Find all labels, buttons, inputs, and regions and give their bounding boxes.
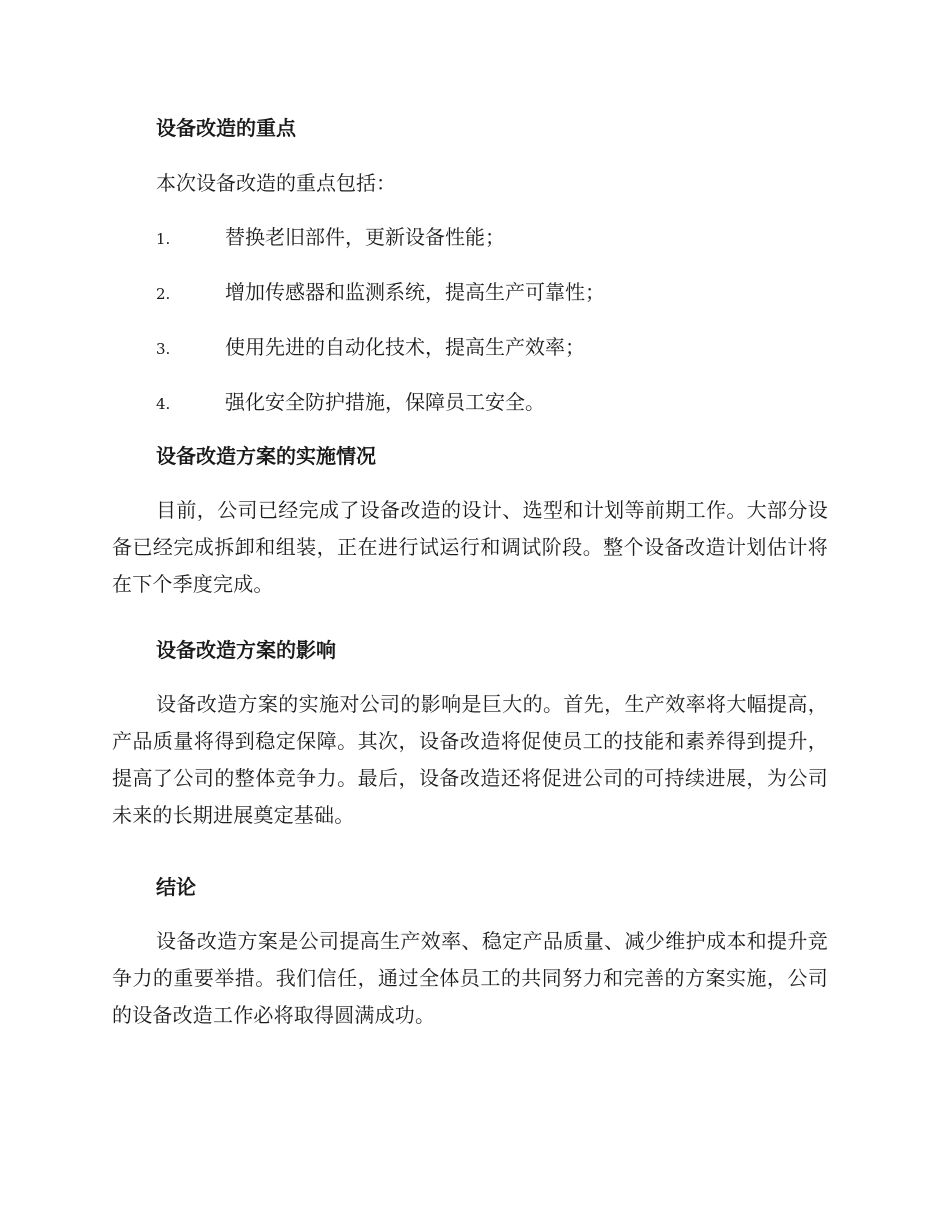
list-text: 使用先进的自动化技术，提高生产效率； <box>225 335 585 359</box>
section-heading-focus: 设备改造的重点 <box>156 116 296 140</box>
section-heading-conclusion: 结论 <box>156 875 196 899</box>
list-number: 1. <box>156 230 171 248</box>
list-number: 2. <box>156 285 171 303</box>
conclusion-paragraph: 设备改造方案是公司提高生产效率、稳定产品质量、减少维护成本和提升竞争力的重要举措。我们信任，通过全体员工的共同努力和完善的方案实施，公司的设备改造工作必将取得圆满成功。 <box>112 929 828 1027</box>
list-text: 强化安全防护措施，保障员工安全。 <box>225 390 545 414</box>
list-text: 增加传感器和监测系统，提高生产可靠性； <box>225 280 605 304</box>
focus-intro: 本次设备改造的重点包括： <box>156 171 396 195</box>
section-heading-impact: 设备改造方案的影响 <box>156 638 336 662</box>
implementation-paragraph: 目前，公司已经完成了设备改造的设计、选型和计划等前期工作。大部分设备已经完成拆卸和组装，正在进行试运行和调试阶段。整个设备改造计划估计将在下个季度完成。 <box>112 498 828 596</box>
section-heading-implementation: 设备改造方案的实施情况 <box>156 444 376 468</box>
list-text: 替换老旧部件，更新设备性能； <box>225 225 505 249</box>
list-number: 3. <box>156 340 171 358</box>
impact-paragraph: 设备改造方案的实施对公司的影响是巨大的。首先，生产效率将大幅提高，产品质量将得到稳定保障。其次，设备改造将促使员工的技能和素养得到提升，提高了公司的整体竞争力。最后，设备改造还将促进公司的可持续进展，为公司未来的长期进展奠定基础。 <box>112 692 828 827</box>
list-number: 4. <box>156 395 171 413</box>
